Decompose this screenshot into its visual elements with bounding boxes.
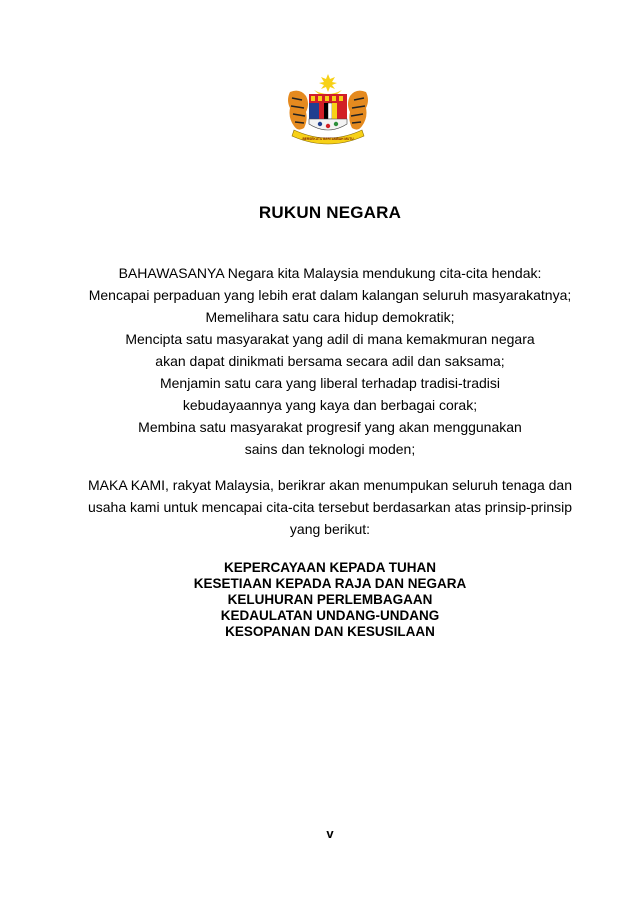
crest-tiger-right bbox=[348, 91, 368, 130]
preamble-line: akan dapat dinikmati bersama secara adil dan saksama; bbox=[155, 353, 505, 369]
crest-shield bbox=[309, 94, 347, 130]
pledge-line: MAKA KAMI, rakyat Malaysia, berikrar akan menumpukan seluruh tenaga dan bbox=[87, 477, 573, 493]
principle-item: KEPERCAYAAN KEPADA TUHAN bbox=[223, 560, 437, 575]
preamble-line: BAHAWASANYA Negara kita Malaysia mendukung cita-cita hendak: bbox=[118, 265, 542, 281]
page-title: RUKUN NEGARA bbox=[258, 203, 402, 222]
crest-motto-scroll bbox=[292, 130, 364, 144]
preamble-line: Menjamin satu cara yang liberal terhadap tradisi-tradisi bbox=[159, 375, 501, 391]
preamble-line: Mencipta satu masyarakat yang adil di mana kemakmuran negara bbox=[125, 331, 535, 347]
principles-list bbox=[0, 560, 638, 640]
pledge-line: yang berikut: bbox=[289, 521, 371, 537]
preamble-line: Memelihara satu cara hidup demokratik; bbox=[205, 309, 455, 325]
principle-item: KEDAULATAN UNDANG-UNDANG bbox=[220, 608, 440, 623]
crest-star bbox=[319, 74, 337, 92]
principle-item: KESOPANAN DAN KESUSILAAN bbox=[225, 624, 435, 639]
pledge-paragraph bbox=[0, 474, 638, 540]
preamble-paragraph bbox=[0, 262, 638, 460]
preamble-line: sains dan teknologi moden; bbox=[244, 441, 416, 457]
pledge-line: usaha kami untuk mencapai cita-cita tersebut berdasarkan atas prinsip-prinsip bbox=[87, 499, 573, 515]
crest-tiger-left bbox=[288, 91, 308, 130]
preamble-line: Membina satu masyarakat progresif yang akan menggunakan bbox=[138, 419, 522, 435]
page-number: v bbox=[326, 826, 334, 841]
svg-text:BERSEKUTU BERTAMBAH MUTU: BERSEKUTU BERTAMBAH MUTU bbox=[302, 137, 354, 141]
coat-of-arms-emblem bbox=[284, 74, 372, 146]
preamble-line: Mencapai perpaduan yang lebih erat dalam kalangan seluruh masyarakatnya; bbox=[88, 287, 572, 303]
principle-item: KESETIAAN KEPADA RAJA DAN NEGARA bbox=[193, 576, 467, 591]
preamble-line: kebudayaannya yang kaya dan berbagai corak; bbox=[182, 397, 478, 413]
principle-item: KELUHURAN PERLEMBAGAAN bbox=[227, 592, 433, 607]
